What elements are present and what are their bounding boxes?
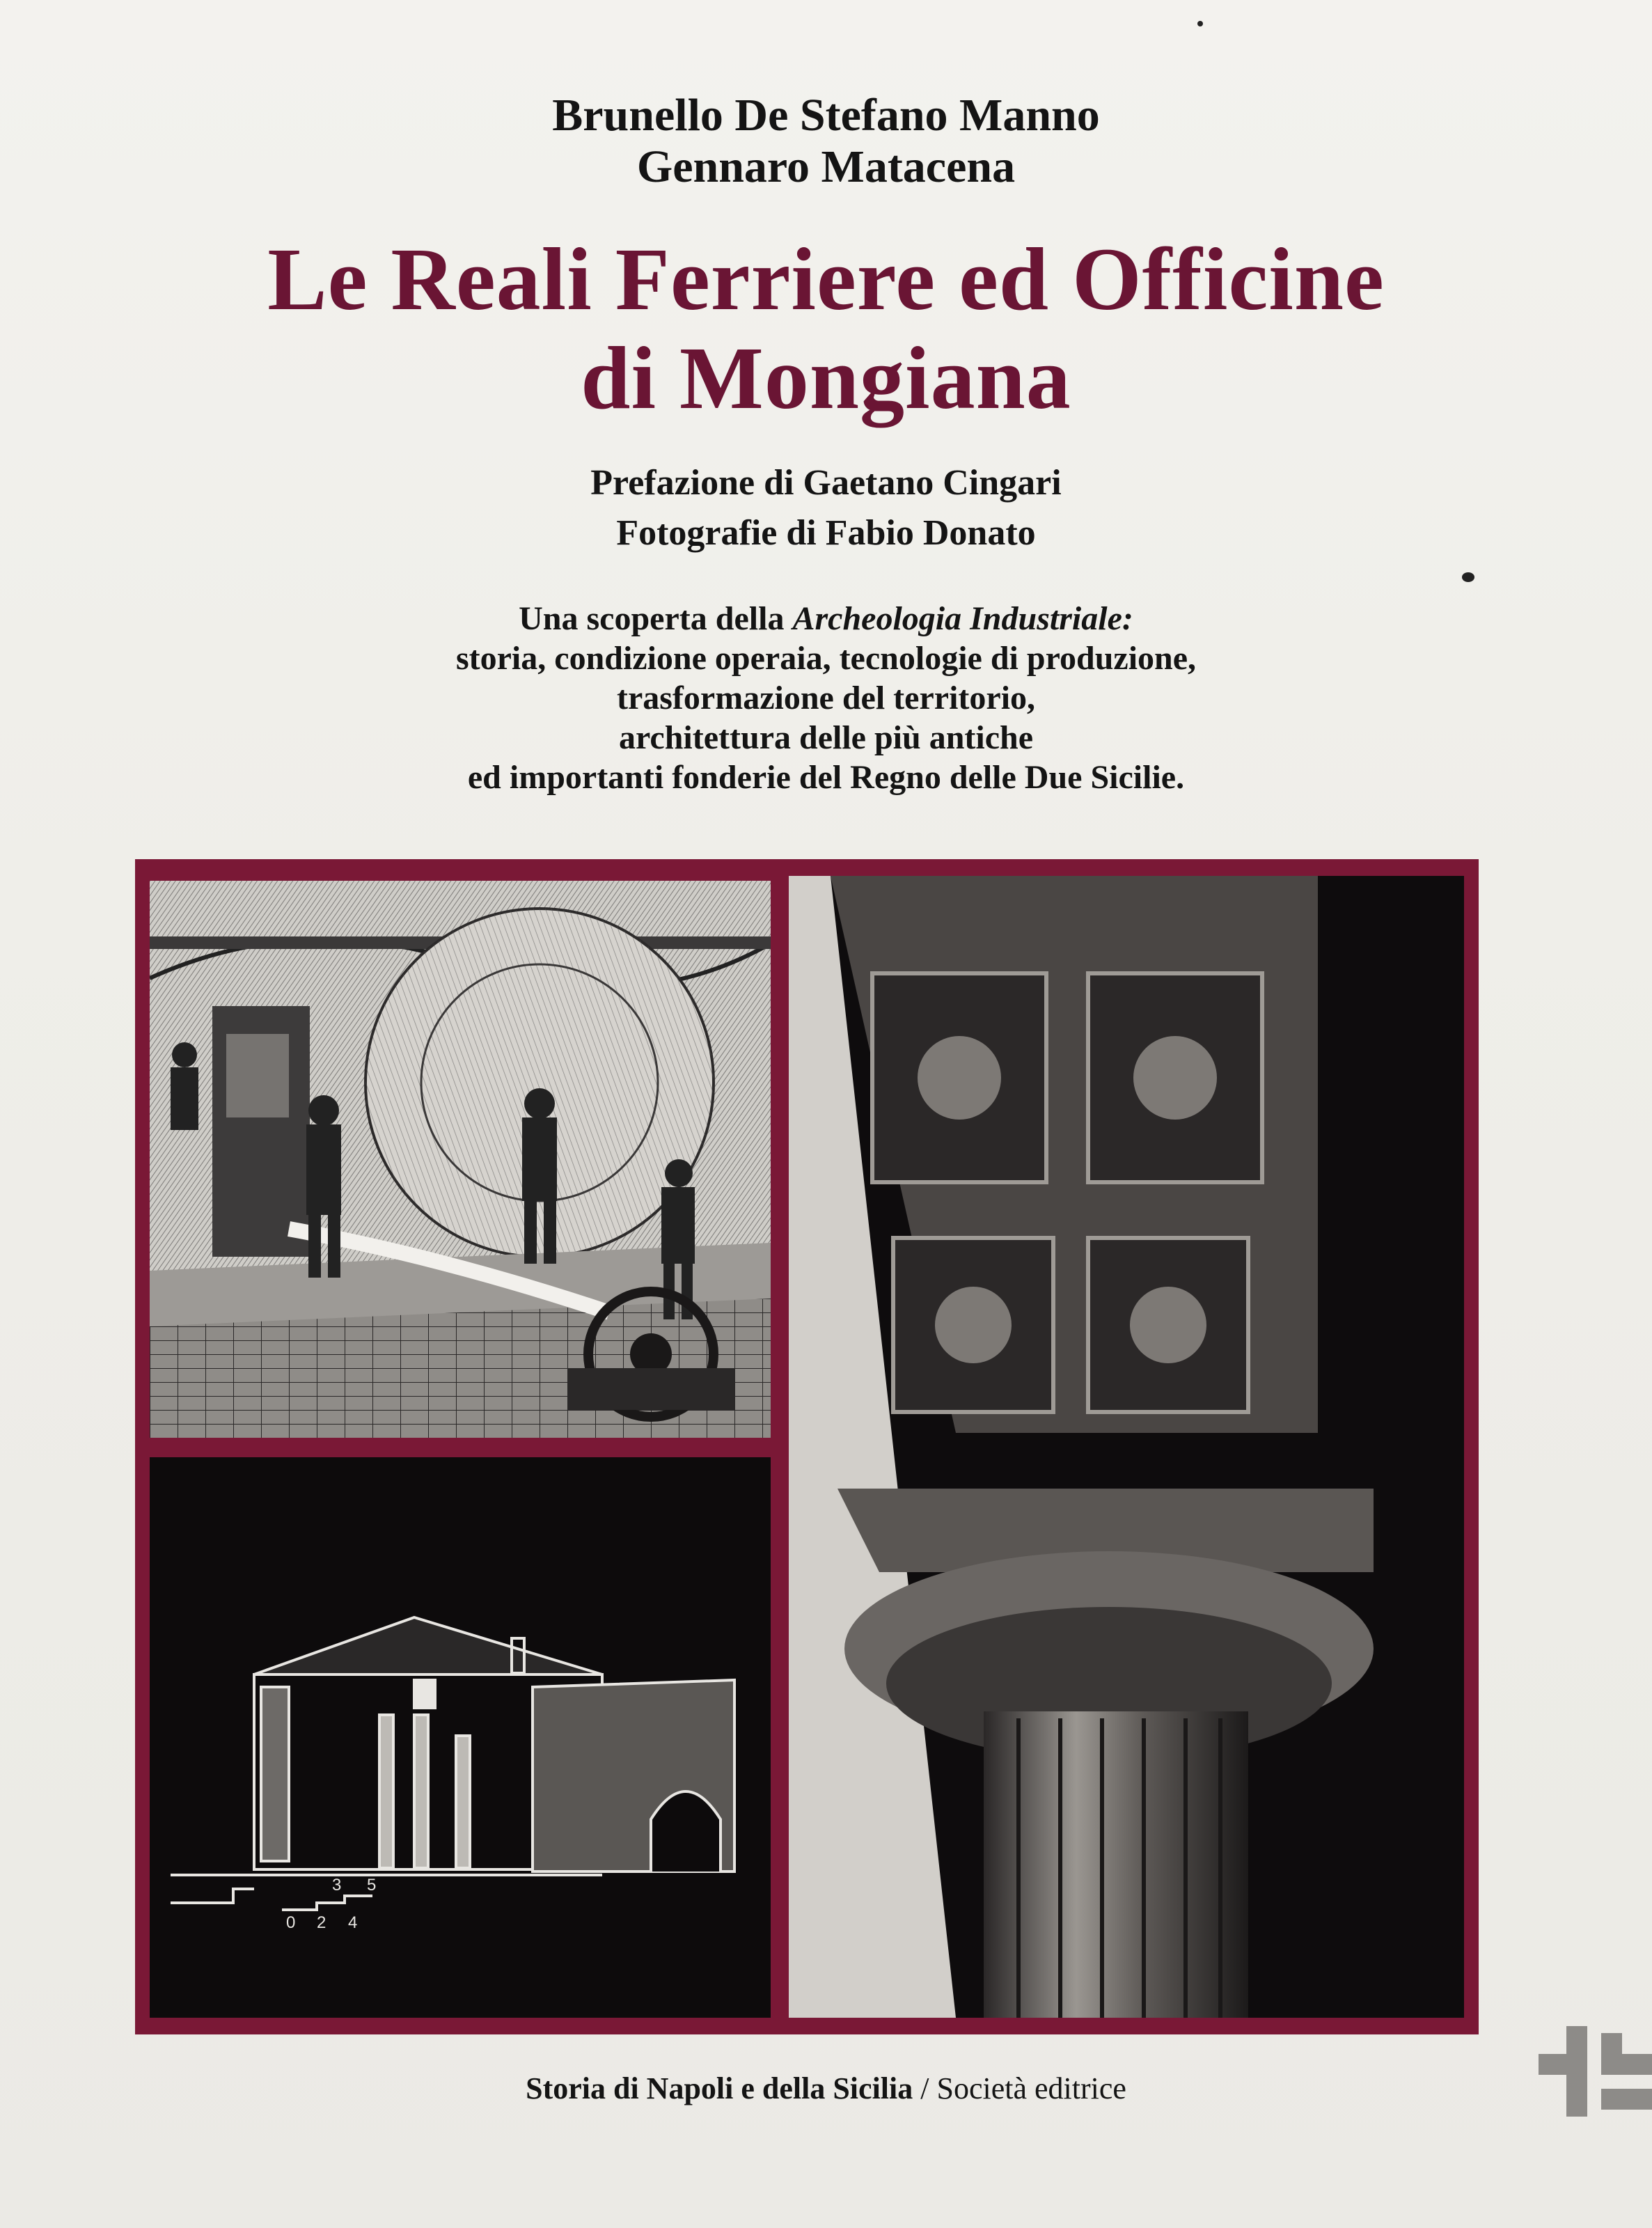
book-title-line: di Mongiana [581,329,1071,427]
scale-label: 3 [332,1876,342,1894]
publisher-name: Società editrice [936,2071,1126,2105]
description-line: ed importanti fonderie del Regno delle Due Sicilie. [467,759,1185,796]
description-lead-line [0,599,1652,638]
print-speck [1197,21,1203,26]
scale-label: 4 [348,1913,358,1932]
architectural-section-image [150,1457,771,2018]
book-title-line: Le Reali Ferriere ed Officine [267,230,1385,329]
author-name: Brunello De Stefano Manno [552,90,1100,141]
print-speck [1462,572,1474,582]
publisher-separator: / [913,2071,937,2105]
description-italic: Archeologia Industriale: [792,600,1133,637]
preface-credit: Prefazione di Gaetano Cingari [590,463,1062,503]
scale-label: 5 [367,1876,377,1894]
description-line: trasformazione del territorio, [616,680,1036,716]
series-name: Storia di Napoli e della Sicilia [526,2071,913,2105]
scale-label: 2 [317,1913,327,1932]
description-line: storia, condizione operaia, tecnologie di produzione, [455,640,1197,677]
scale-label: 0 [286,1913,296,1932]
column-capital-photo [789,876,1464,2018]
publisher-line [0,2071,1652,2106]
photo-credit: Fotografie di Fabio Donato [616,513,1036,553]
author-name: Gennaro Matacena [636,141,1016,192]
publisher-logo-icon [1539,2026,1652,2117]
book-description [0,599,1652,797]
description-lead: Una scoperta della [519,600,793,637]
description-line: architettura delle più antiche [618,719,1034,756]
foundry-engraving-image [150,881,771,1438]
